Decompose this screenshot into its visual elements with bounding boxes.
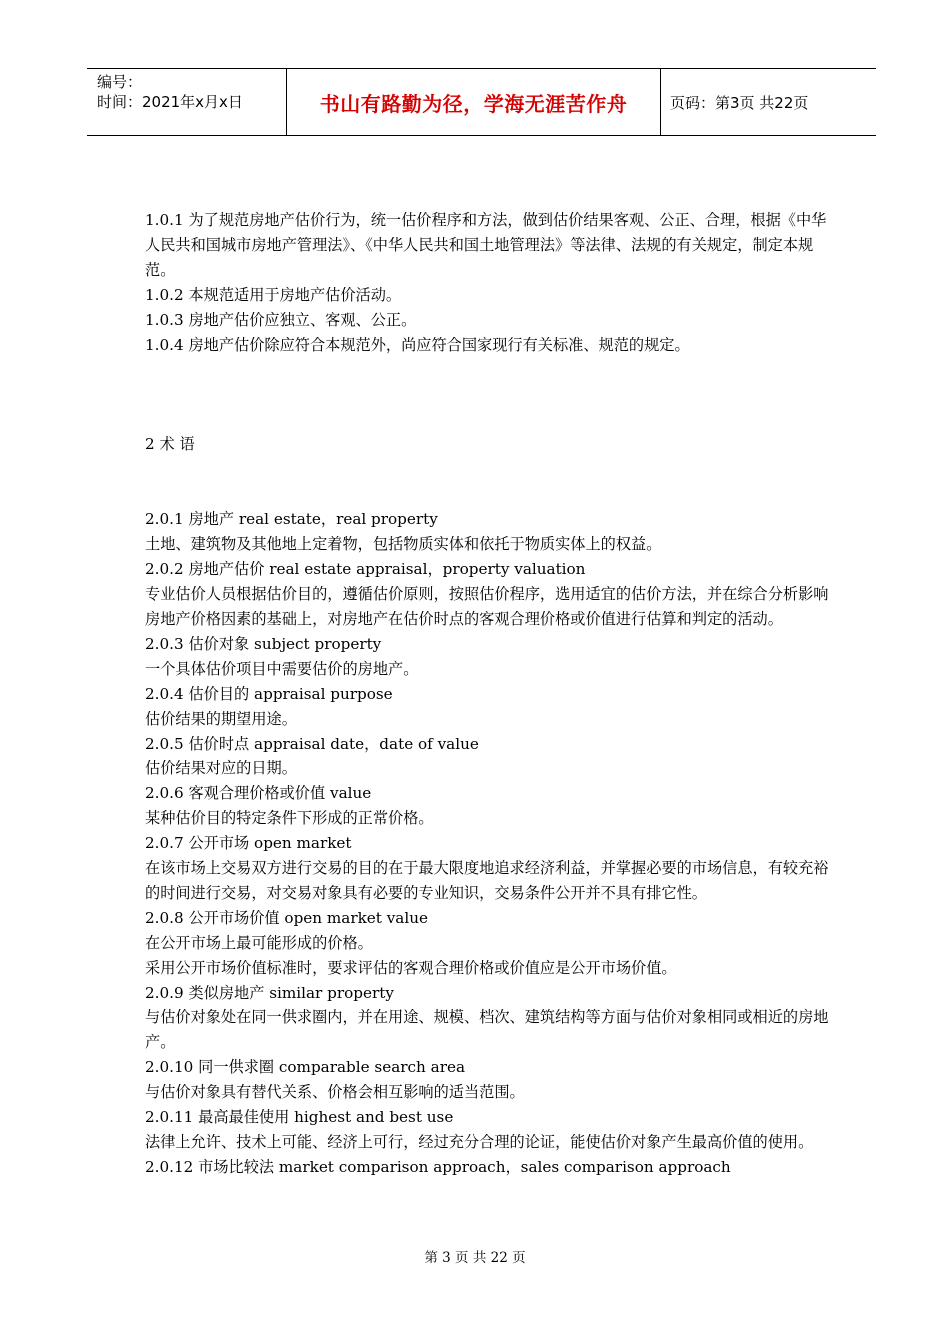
term-definition: 在该市场上交易双方进行交易的目的在于最大限度地追求经济利益，并掌握必要的市场信息，有较充裕的时间进行交易，对交易对象具有必要的专业知识，交易条件公开并不具有排它性。 — [145, 859, 829, 902]
intro-paragraph: 1.0.2 本规范适用于房地产估价活动。 — [145, 285, 402, 304]
intro-paragraph: 1.0.4 房地产估价除应符合本规范外，尚应符合国家现行有关标准、规范的规定。 — [145, 335, 690, 354]
document-code-label: 编号： — [97, 73, 143, 91]
term-heading: 2.0.11 最高最佳使用 highest and best use — [145, 1108, 454, 1127]
term-definition: 与估价对象处在同一供求圈内，并在用途、规模、档次、建筑结构等方面与估价对象相同或相近的房地产。 — [145, 1008, 829, 1052]
spacer — [145, 457, 830, 507]
page-footer: 第 3 页 共 22 页 — [424, 1250, 526, 1266]
term-definition: 某种估价目的特定条件下形成的正常价格。 — [145, 809, 434, 828]
term-heading: 2.0.1 房地产 real estate，real property — [145, 510, 438, 529]
term-definition: 专业估价人员根据估价目的，遵循估价原则，按照估价程序，选用适宜的估价方法，并在综合分析影响房地产价格因素的基础上，对房地产在估价时点的客观合理价格或价值进行估算和判定的活动。 — [145, 585, 829, 628]
document-body — [145, 208, 830, 1180]
term-heading: 2.0.12 市场比较法 market comparison approach，sales comparison approach — [145, 1157, 731, 1176]
term-heading: 2.0.7 公开市场 open market — [145, 834, 352, 853]
header-page-number: 页码：第3页 共22页 — [670, 93, 809, 112]
term-definition: 采用公开市场价值标准时，要求评估的客观合理价格或价值应是公开市场价值。 — [145, 958, 677, 977]
term-heading: 2.0.5 估价时点 appraisal date，date of value — [145, 734, 479, 753]
term-definition: 估价结果对应的日期。 — [145, 759, 297, 778]
term-definition: 在公开市场上最可能形成的价格。 — [145, 933, 373, 952]
term-heading: 2.0.9 类似房地产 similar property — [145, 983, 394, 1002]
document-date-label: 时间：2021年x月x日 — [97, 93, 243, 111]
term-heading: 2.0.6 客观合理价格或价值 value — [145, 784, 372, 803]
header-motto: 书山有路勤为径，学海无涯苦作舟 — [287, 69, 661, 135]
term-definition: 法律上允许、技术上可能、经济上可行，经过充分合理的论证，能使估价对象产生最高价值的使用。 — [145, 1133, 814, 1151]
term-definition: 土地、建筑物及其他地上定着物，包括物质实体和依托于物质实体上的权益。 — [145, 535, 662, 554]
term-definition: 估价结果的期望用途。 — [145, 709, 297, 728]
term-heading: 2.0.2 房地产估价 real estate appraisal，property valuation — [145, 560, 586, 579]
term-definition: 一个具体估价项目中需要估价的房地产。 — [145, 659, 419, 678]
section-title: 2 术 语 — [145, 435, 195, 454]
term-heading: 2.0.4 估价目的 appraisal purpose — [145, 684, 393, 703]
term-heading: 2.0.10 同一供求圈 comparable search area — [145, 1058, 466, 1077]
term-definition: 与估价对象具有替代关系、价格会相互影响的适当范围。 — [145, 1083, 525, 1102]
header-meta — [87, 69, 287, 135]
term-heading: 2.0.8 公开市场价值 open market value — [145, 908, 428, 927]
spacer — [145, 357, 830, 432]
intro-paragraph: 1.0.3 房地产估价应独立、客观、公正。 — [145, 310, 417, 329]
term-heading: 2.0.3 估价对象 subject property — [145, 634, 382, 653]
intro-paragraph: 1.0.1 为了规范房地产估价行为，统一估价程序和方法，做到估价结果客观、公正、合理，根据《中华人民共和国城市房地产管理法》、《中华人民共和国土地管理法》等法律、法规的有关规定，制定本规范。 — [145, 211, 827, 279]
page-header — [87, 68, 876, 136]
